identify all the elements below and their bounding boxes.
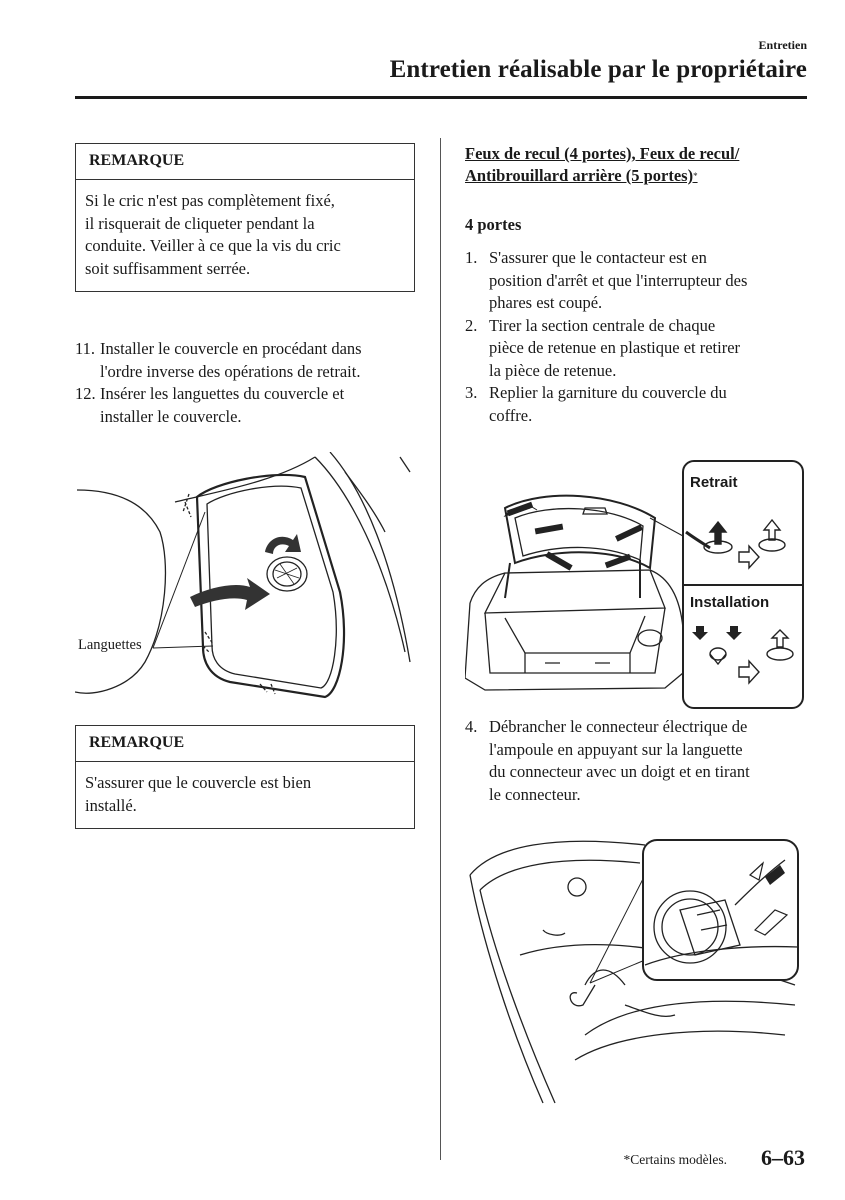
footnote: *Certains modèles. <box>623 1152 727 1167</box>
step-line: Replier la garniture du couvercle du <box>489 383 727 402</box>
note-heading: REMARQUE <box>76 144 414 180</box>
step-number: 2. <box>465 315 478 335</box>
step-1 <box>465 247 810 315</box>
note-line: conduite. Veiller à ce que la vis du cric <box>85 236 341 255</box>
cover-illustration <box>75 452 420 712</box>
footnote-mark: * <box>693 171 698 181</box>
callout-label-removal: Retrait <box>690 474 738 491</box>
step-line: Installer le couvercle en procédant dans <box>100 339 362 358</box>
step-line: position d'arrêt et que l'interrupteur des <box>489 270 748 290</box>
step-number: 1. <box>465 248 478 267</box>
clip-callout <box>682 460 804 709</box>
heading-line: Antibrouillard arrière (5 portes) <box>465 166 694 185</box>
step-line: phares est coupé. <box>489 293 603 312</box>
step-line: Insérer les languettes du couvercle et <box>100 384 345 403</box>
step-line: installer le couvercle. <box>100 406 242 426</box>
step-line: Débrancher le connecteur électrique de <box>489 717 748 736</box>
step-line: du connecteur avec un doigt et en tirant <box>489 762 750 781</box>
note-body <box>76 180 414 291</box>
step-line: l'ordre inverse des opérations de retrait. <box>100 361 361 381</box>
step-number: 12. <box>75 384 96 403</box>
section-heading <box>465 143 739 187</box>
note-body <box>76 762 414 828</box>
note-line: il risquerait de cliqueter pendant la <box>85 213 315 233</box>
note-line: soit suffisamment serrée. <box>85 258 251 278</box>
step-line: la pièce de retenue. <box>489 360 617 380</box>
step-2 <box>465 315 810 383</box>
note-line: S'assurer que le couvercle est bien <box>85 773 312 792</box>
steps-right <box>465 247 810 427</box>
step-11 <box>75 338 420 383</box>
steps-left <box>75 338 420 428</box>
note-heading: REMARQUE <box>76 726 414 762</box>
figure-label-tabs: Languettes <box>78 637 142 653</box>
title-rule <box>75 96 807 99</box>
clip-steps-icons <box>684 502 802 702</box>
step-line: l'ampoule en appuyant sur la languette <box>489 739 743 759</box>
step-item <box>465 716 810 806</box>
step-number: 11. <box>75 339 96 358</box>
page-number: 6–63 <box>761 1145 805 1170</box>
step-number: 4. <box>465 717 478 736</box>
step-line: le connecteur. <box>489 784 581 804</box>
step-line: pièce de retenue en plastique et retirer <box>489 338 741 357</box>
step-line: S'assurer que le contacteur est en <box>489 248 707 267</box>
note-line: installé. <box>85 795 137 815</box>
page-title: Entretien réalisable par le propriétaire <box>389 56 807 83</box>
step-12 <box>75 383 420 428</box>
note-box-cover <box>75 725 415 829</box>
callout-label-installation: Installation <box>690 594 770 611</box>
step-line: coffre. <box>489 405 533 425</box>
step-line: Tirer la section centrale de chaque <box>489 315 716 335</box>
heading-line: Feux de recul (4 portes), Feux de recul/ <box>465 144 740 163</box>
column-divider <box>440 138 441 1160</box>
connector-illustration <box>465 835 805 1105</box>
subheading-4-doors: 4 portes <box>465 215 522 234</box>
note-box-jack <box>75 143 415 292</box>
section-label: Entretien <box>758 38 807 52</box>
trunk-illustration <box>465 478 685 710</box>
note-line: Si le cric n'est pas complètement fixé, <box>85 191 335 210</box>
step-number: 3. <box>465 383 478 402</box>
step-4 <box>465 716 810 806</box>
step-3 <box>465 382 810 427</box>
